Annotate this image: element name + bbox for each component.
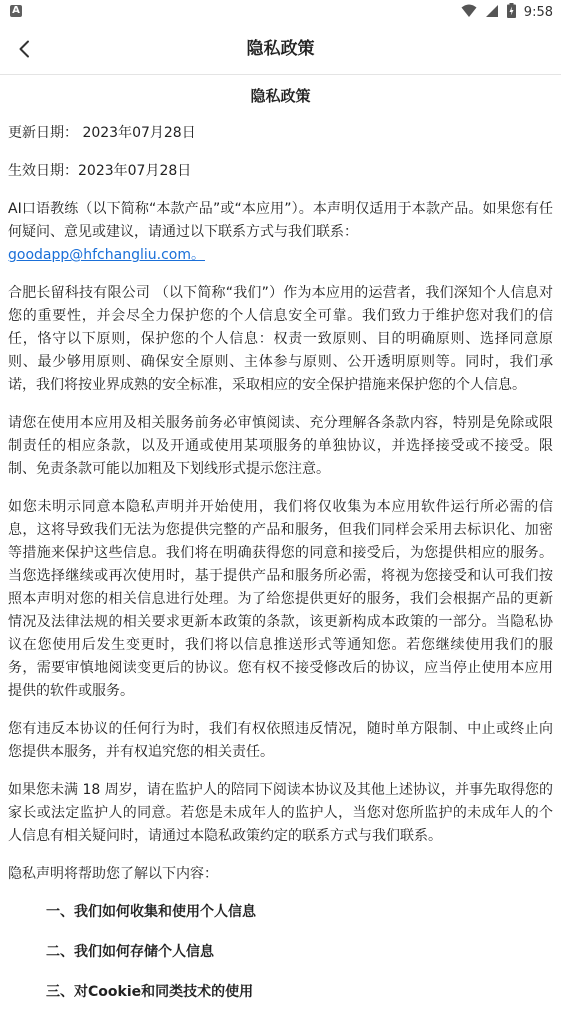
section-heading: 二、我们如何存储个人信息 — [46, 944, 214, 960]
status-indicators — [453, 2, 553, 22]
wifi-icon — [461, 3, 477, 22]
policy-paragraph: 您有违反本协议的任何行为时，我们有权依照违反情况，随时单方限制、中止或终止向您提供本服务，并有权追究您的相关责任。 — [8, 721, 553, 760]
notification-badge: A — [10, 5, 22, 17]
back-button[interactable] — [4, 29, 44, 69]
policy-paragraph: 隐私声明将帮助您了解以下内容： — [8, 866, 218, 882]
battery-icon — [507, 3, 516, 22]
section-heading: 三、对Cookie和同类技术的使用 — [46, 984, 254, 1000]
intro-paragraph — [8, 198, 553, 267]
app-header — [0, 24, 561, 75]
status-bar — [0, 0, 561, 24]
chevron-left-icon — [18, 40, 30, 58]
policy-paragraph: 如您未明示同意本隐私声明并开始使用，我们将仅收集为本应用软件运行所必需的信息，这将导致我们无法为您提供完整的产品和服务，但我们同样会采用去标识化、加密等措施来保护这些信息。我们将在明确获得您的同意和接受后，为您提供相应的服务。当您选择继续或再次使用时，基于提供产品和服务所必需，将视为您接受和认可我们按照本声明对您的相关信息进行处理。为了给您提供更好的服务，我们会根据产品的更新情况及法律法规的相关要求更新本政策的条款，该更新构成本政策的一部分。当隐私协议在您使用后发生变更时，我们将以信息推送形式等通知您。若您继续使用我们的服务，需要审慎地阅读变更后的协议。您有权不接受修改后的协议，应当停止使用本应用提供的软件或服务。 — [8, 499, 553, 699]
status-time: 9:58 — [523, 4, 553, 20]
policy-paragraph: 如果您未满 18 周岁，请在监护人的陪同下阅读本协议及其他上述协议，并事先取得您的家长或法定监护人的同意。若您是未成年人的监护人，当您对您所监护的未成年人的个人信息有相关疑问时，请通过本隐私政策约定的联系方式与我们联系。 — [8, 782, 553, 844]
effective-date: 生效日期：2023年07月28日 — [8, 163, 192, 179]
contact-email-link[interactable]: goodapp@hfchangliu.com。 — [8, 247, 205, 263]
policy-content[interactable] — [8, 75, 553, 1021]
policy-paragraph: 请您在使用本应用及相关服务前务必审慎阅读、充分理解各条款内容，特别是免除或限制责任的相应条款，以及开通或使用某项服务的单独协议，并选择接受或不接受。限制、免责条款可能以加粗及下划线形式提示您注意。 — [8, 415, 553, 477]
intro-text: AI口语教练（以下简称“本款产品”或“本应用”）。本声明仅适用于本款产品。如果您有任何疑问、意见或建议，请通过以下联系方式与我们联系： — [8, 201, 553, 240]
document-title: 隐私政策 — [250, 87, 311, 105]
section-heading: 一、我们如何收集和使用个人信息 — [46, 904, 256, 920]
policy-paragraph: 合肥长留科技有限公司 （以下简称“我们”）作为本应用的运营者，我们深知个人信息对您的重要性，并会尽全力保护您的个人信息安全可靠。我们致力于维护您对我们的信任，恪守以下原则，保护您的个人信息：权责一致原则、目的明确原则、选择同意原则、最少够用原则、确保安全原则、主体参与原则、公开透明原则等。同时，我们承诺，我们将按业界成熟的安全标准，采取相应的安全保护措施来保护您的个人信息。 — [8, 285, 553, 393]
page-title: 隐私政策 — [246, 39, 315, 59]
signal-icon — [485, 3, 499, 22]
update-date: 更新日期： 2023年07月28日 — [8, 125, 196, 141]
